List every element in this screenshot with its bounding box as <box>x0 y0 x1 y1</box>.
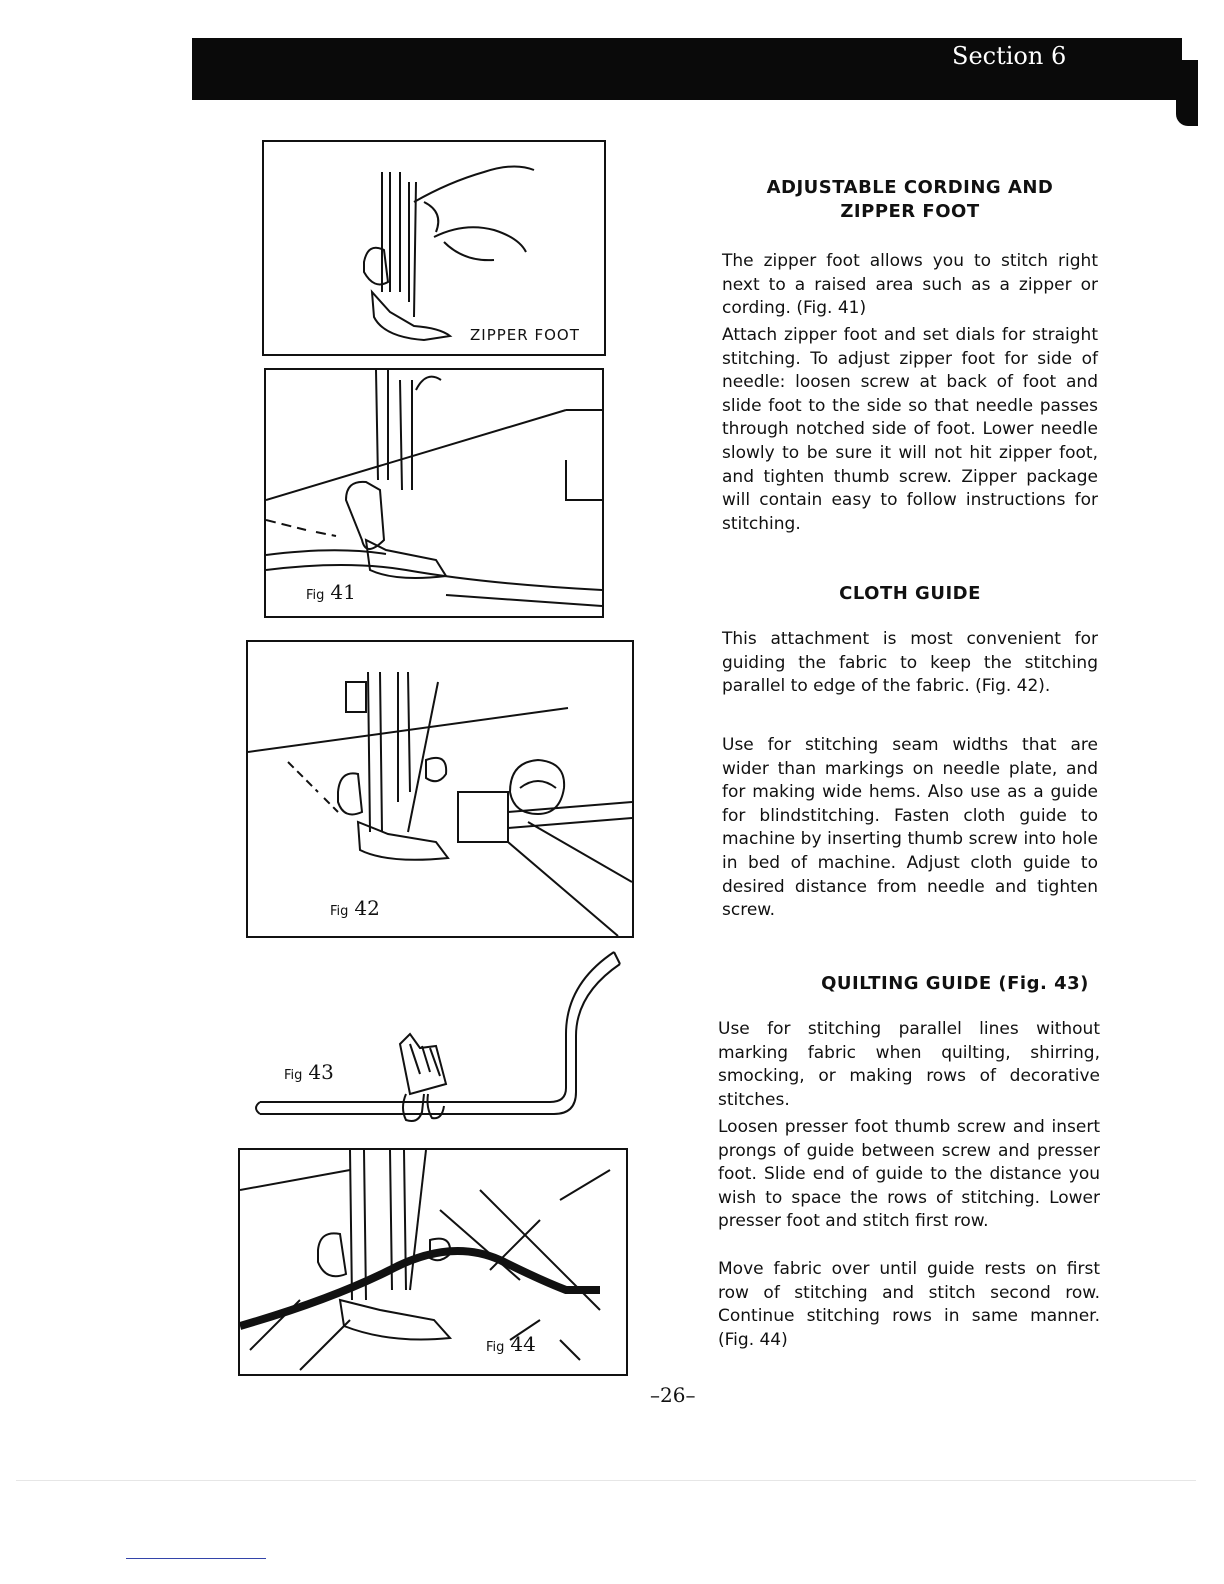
cloth-guide-heading: CLOTH GUIDE <box>839 583 981 604</box>
adjustable-cording-heading <box>720 176 1100 224</box>
fig-43-caption <box>284 1060 334 1084</box>
quilting-guide-illustration <box>250 944 630 1130</box>
fig-42-caption <box>330 896 380 920</box>
fig-42-number: 42 <box>354 896 380 920</box>
fig-41-number: 41 <box>330 580 356 604</box>
bottom-divider <box>16 1480 1196 1481</box>
heading-line-1: ADJUSTABLE CORDING AND <box>766 177 1054 198</box>
cloth-guide-intro: This attachment is most convenient for guiding the fabric to keep the stitching parallel to edge of the fabric. (Fig. 42). <box>722 629 1098 697</box>
section-title: Section 6 <box>952 42 1067 70</box>
fig-41-caption <box>306 580 356 604</box>
figure-zipper-foot <box>262 140 606 356</box>
fig-44-word: Fig <box>486 1340 505 1355</box>
fig-44-number: 44 <box>510 1332 536 1356</box>
quilting-guide-step-1: Loosen presser foot thumb screw and insert prongs of guide between screw and presser foot. Slide end of guide to the distance you wish to space the rows of stitching. Lower presser foot and stitch first row. <box>718 1117 1100 1232</box>
quilting-stitching-illustration <box>240 1150 626 1374</box>
fig-43-word: Fig <box>284 1068 303 1083</box>
zipper-foot-illustration <box>264 142 604 354</box>
figure-42 <box>246 640 634 938</box>
page-number: –26– <box>650 1383 696 1407</box>
fig-41-word: Fig <box>306 588 325 603</box>
zipper-foot-label: ZIPPER FOOT <box>470 326 580 344</box>
zipper-foot-instructions: Attach zipper foot and set dials for straight stitching. To adjust zipper foot for side of needle: loosen screw at back of foot and slide foot to the side so that needle passes through notched side of foot. Lower needle slowly to be sure it will not hit zipper foot, and tighten thumb screw. Zipper package will contain easy to follow instructions for stitching. <box>722 325 1098 534</box>
fig-44-caption <box>486 1332 536 1356</box>
fig-43-number: 43 <box>308 1060 334 1084</box>
figure-41 <box>264 368 604 618</box>
header-bar-edge <box>1176 60 1198 126</box>
fig-42-word: Fig <box>330 904 349 919</box>
figure-44 <box>238 1148 628 1376</box>
zipper-foot-intro: The zipper foot allows you to stitch right next to a raised area such as a zipper or cording. (Fig. 41) <box>722 251 1098 319</box>
quilting-guide-step-2: Move fabric over until guide rests on first row of stitching and stitch second row. Continue stitching rows in same manner. (Fig. 44) <box>718 1259 1100 1350</box>
bottom-link-underline <box>126 1558 266 1559</box>
heading-line-2: ZIPPER FOOT <box>840 201 980 222</box>
quilting-guide-heading: QUILTING GUIDE (Fig. 43) <box>821 973 1089 994</box>
cloth-guide-illustration <box>248 642 632 936</box>
quilting-guide-intro: Use for stitching parallel lines without marking fabric when quilting, shirring, smocking, or making rows of decorative stitches. <box>718 1019 1100 1110</box>
cloth-guide-instructions: Use for stitching seam widths that are wider than markings on needle plate, and for making wide hems. Also use as a guide for blindstitching. Fasten cloth guide to machine by inserting thumb screw into hole in bed of machine. Adjust cloth guide to desired distance from needle and tighten screw. <box>722 735 1098 921</box>
